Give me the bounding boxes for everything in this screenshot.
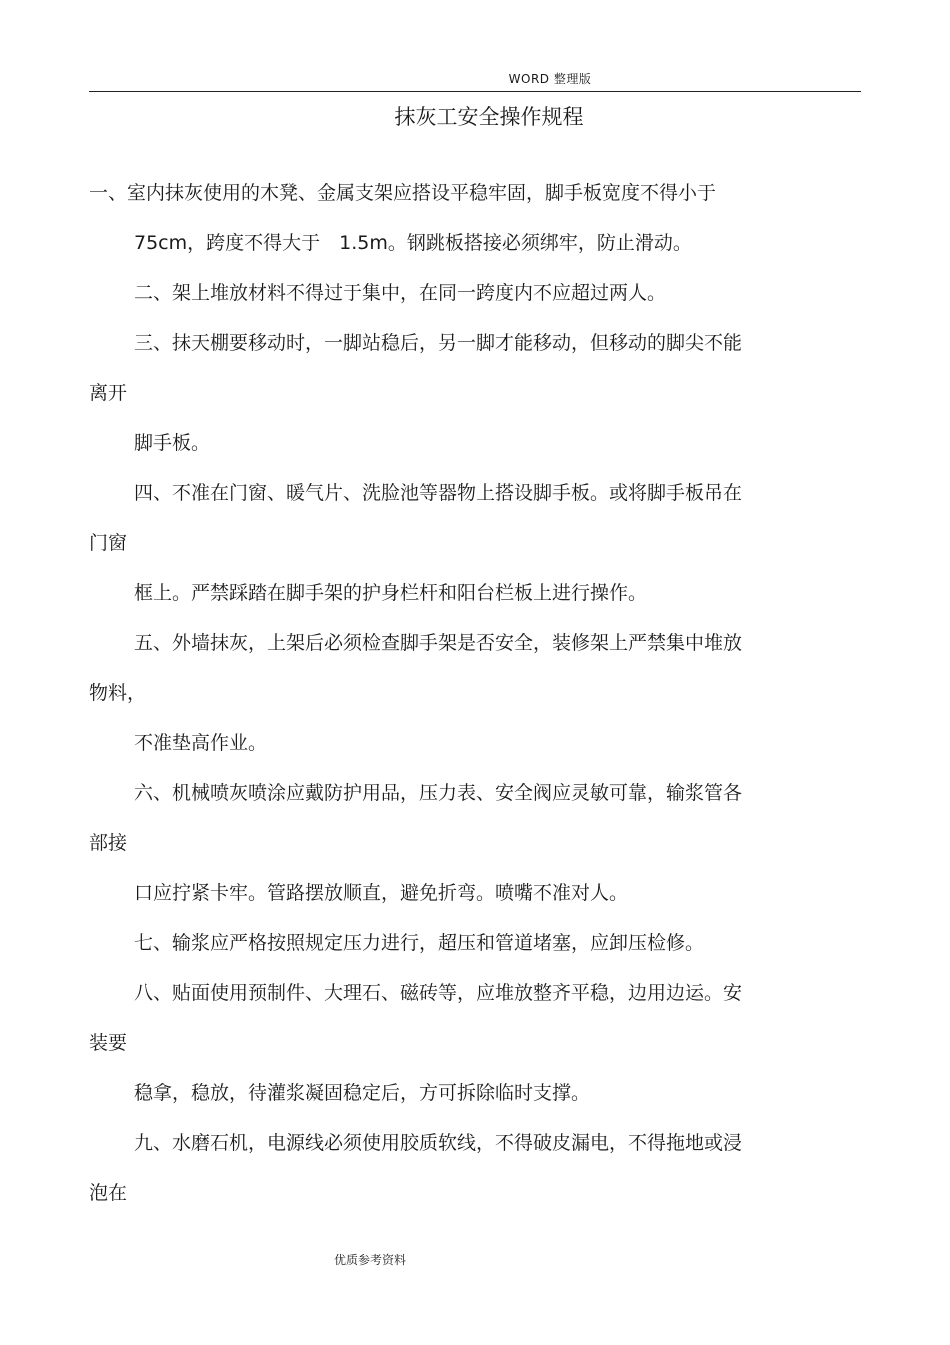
- body-line: 七、输浆应严格按照规定压力进行，超压和管道堵塞，应卸压检修。: [134, 932, 705, 954]
- body-line: 脚手板。: [134, 432, 211, 454]
- body-line: 物料，: [89, 682, 147, 704]
- body-line: 门窗: [89, 532, 128, 554]
- body-line: 六、机械喷灰喷涂应戴防护用品，压力表、安全阀应灵敏可靠，输浆管各: [134, 782, 743, 804]
- body-line: 75cm，跨度不得大于 1.5m。钢跳板搭接必须绑牢，防止滑动。: [134, 232, 692, 254]
- body-line: 装要: [89, 1032, 128, 1054]
- body-line: 三、抹天棚要移动时，一脚站稳后，另一脚才能移动，但移动的脚尖不能: [134, 332, 743, 354]
- body-line: 八、贴面使用预制件、大理石、磁砖等，应堆放整齐平稳，边用边运。安: [134, 982, 743, 1004]
- document-title: 抹灰工安全操作规程: [394, 105, 584, 129]
- footer-label: 优质参考资料: [334, 1253, 407, 1267]
- header-label: WORD 整理版: [508, 72, 592, 86]
- body-line: 稳拿，稳放，待灌浆凝固稳定后，方可拆除临时支撑。: [134, 1082, 591, 1104]
- body-line: 泡在: [89, 1182, 128, 1204]
- body-line: 四、不准在门窗、暖气片、洗脸池等器物上搭设脚手板。或将脚手板吊在: [134, 482, 743, 504]
- body-line: 框上。严禁踩踏在脚手架的护身栏杆和阳台栏板上进行操作。: [134, 582, 648, 604]
- body-line: 不准垫高作业。: [134, 732, 268, 754]
- body-line: 离开: [89, 382, 128, 404]
- body-line: 口应拧紧卡牢。管路摆放顺直，避免折弯。喷嘴不准对人。: [134, 882, 629, 904]
- header-rule: [89, 91, 861, 92]
- body-line: 一、室内抹灰使用的木凳、金属支架应搭设平稳牢固，脚手板宽度不得小于: [89, 182, 717, 204]
- body-line: 部接: [89, 832, 128, 854]
- body-line: 二、架上堆放材料不得过于集中，在同一跨度内不应超过两人。: [134, 282, 667, 304]
- body-line: 九、水磨石机，电源线必须使用胶质软线，不得破皮漏电，不得拖地或浸: [134, 1132, 743, 1154]
- body-line: 五、外墙抹灰，上架后必须检查脚手架是否安全，装修架上严禁集中堆放: [134, 632, 743, 654]
